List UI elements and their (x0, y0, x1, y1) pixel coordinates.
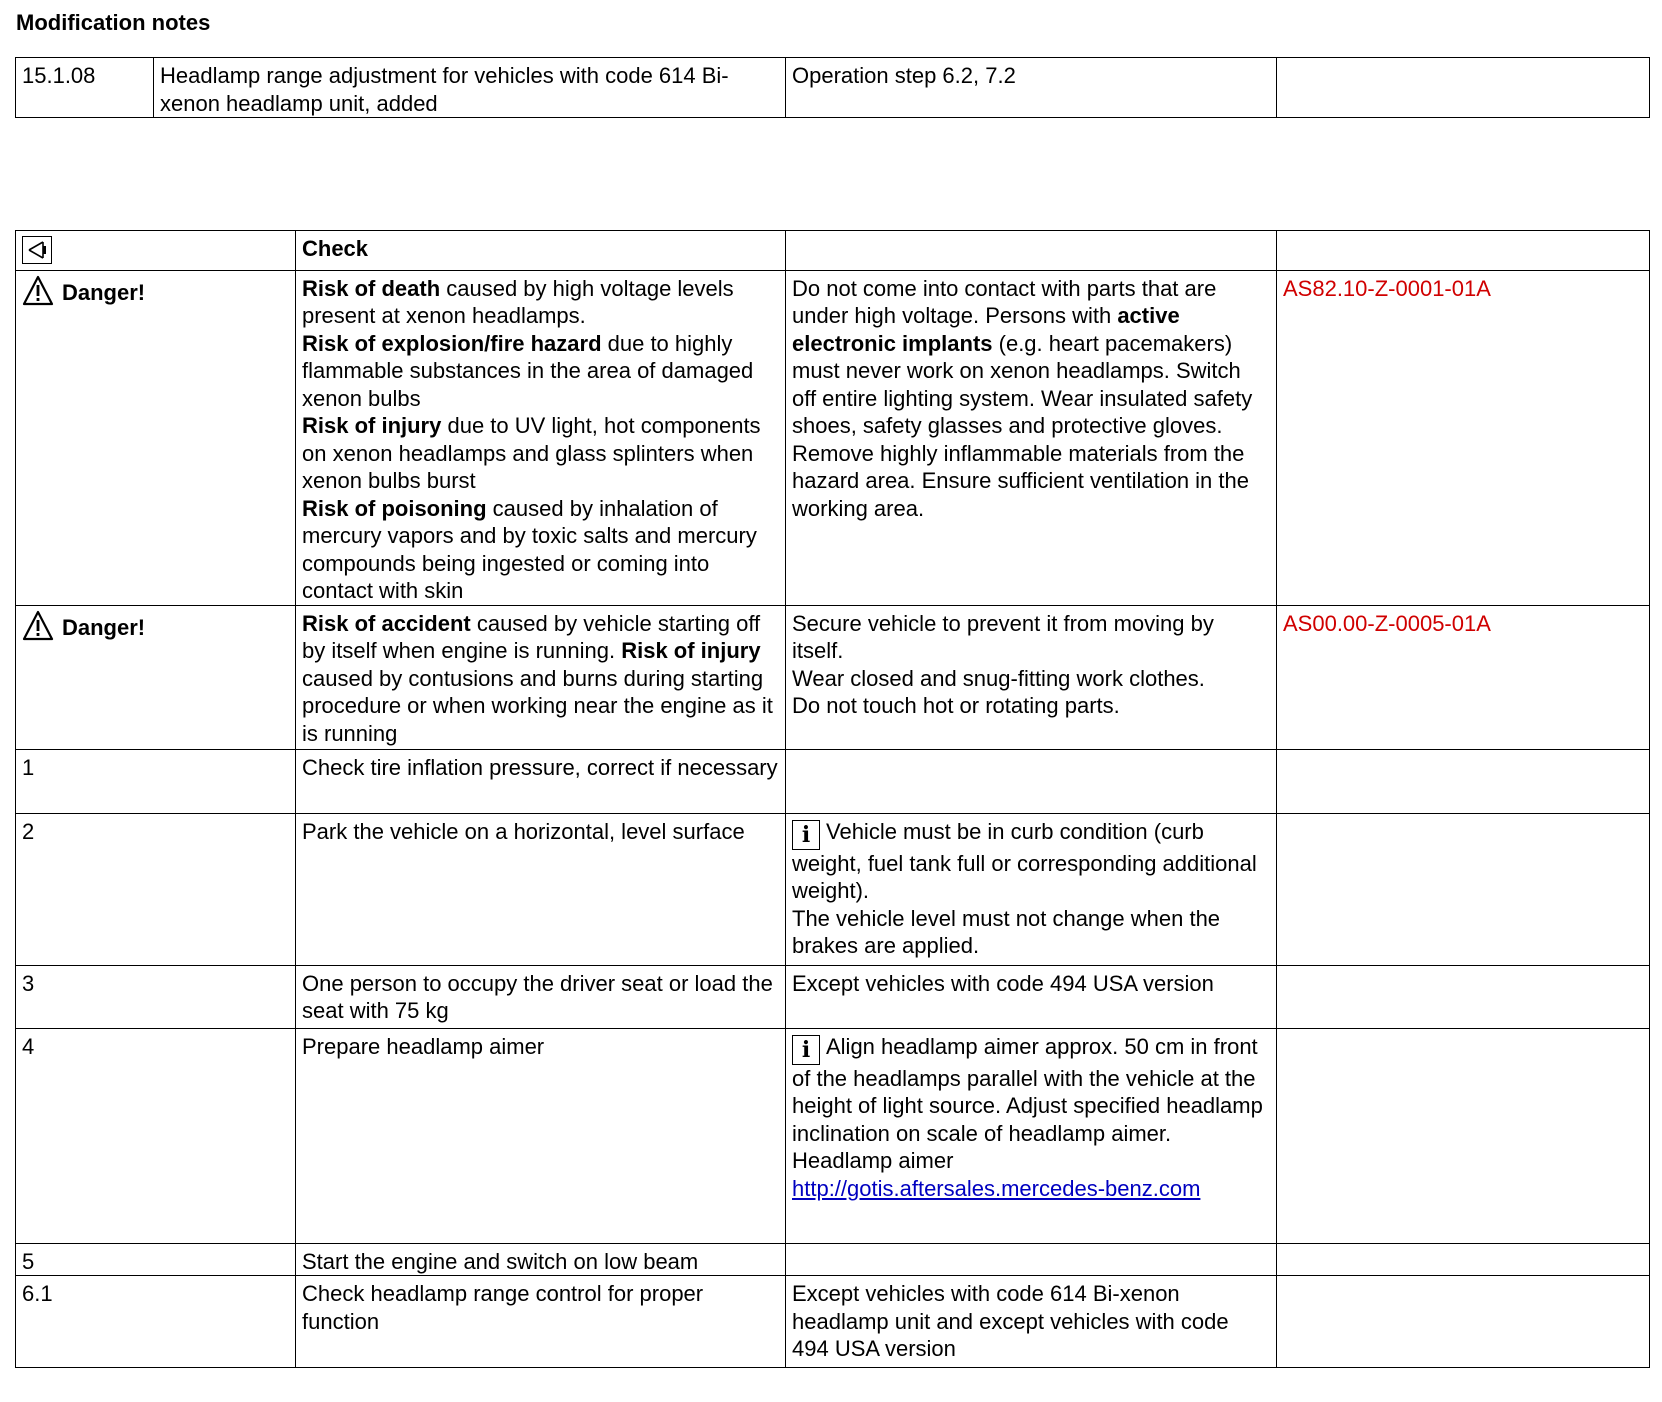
step-number: 1 (16, 749, 296, 813)
modification-step: Operation step 6.2, 7.2 (786, 58, 1277, 118)
table-row (16, 1028, 1650, 1243)
modification-row (16, 58, 1650, 118)
table-row (16, 813, 1650, 965)
step-note: Except vehicles with code 614 Bi-xenon headlamp unit and except vehicles with code 494 USA version (786, 1276, 1277, 1368)
modification-extra (1277, 58, 1650, 118)
safety-measures: Secure vehicle to prevent it from moving by itself. Wear closed and snug-fitting work clothes. Do not touch hot or rotating parts. (786, 605, 1277, 749)
table-row (16, 1276, 1650, 1368)
risk-description: Risk of death caused by high voltage levels present at xenon headlamps. Risk of explosion/fire hazard due to highly flammable substances in the area of damaged xenon bulbs Risk of injury due to UV light, hot components on xenon headlamps and glass splinters when xenon bulbs burst Risk of poisoning caused by inhalation of mercury vapors and by toxic salts and mercury compounds being ingested or coming into contact with skin (296, 270, 786, 605)
warning-triangle-icon (22, 275, 54, 307)
step-note: Except vehicles with code 494 USA version (786, 965, 1277, 1028)
modification-date: 15.1.08 (16, 58, 154, 118)
procedure-table (15, 230, 1650, 1368)
check-headlamp-icon (22, 236, 52, 264)
table-row (16, 965, 1650, 1028)
step-note: i Align headlamp aimer approx. 50 cm in front of the headlamps parallel with the vehicle at the height of light source. Adjust specified headlamp inclination on scale of headlamp aimer. Headlamp aimer http://gotis.aftersales.mercedes-benz.com (786, 1028, 1277, 1243)
step-number: 3 (16, 965, 296, 1028)
info-icon: i (792, 820, 820, 850)
danger-row (16, 605, 1650, 749)
step-number: 4 (16, 1028, 296, 1243)
table-row (16, 1243, 1650, 1276)
step-note: i Vehicle must be in curb condition (curb weight, fuel tank full or corresponding additional weight). The vehicle level must not change when the brakes are applied. (786, 813, 1277, 965)
info-icon: i (792, 1035, 820, 1065)
step-number: 5 (16, 1243, 296, 1276)
step-action: Check headlamp range control for proper function (296, 1276, 786, 1368)
danger-row (16, 270, 1650, 605)
reference-link[interactable]: AS82.10-Z-0001-01A (1277, 270, 1650, 605)
page-title: Modification notes (16, 10, 211, 35)
step-action: Park the vehicle on a horizontal, level surface (296, 813, 786, 965)
reference-link[interactable]: AS00.00-Z-0005-01A (1277, 605, 1650, 749)
step-action: Start the engine and switch on low beam (296, 1243, 786, 1276)
step-action: Check tire inflation pressure, correct if necessary (296, 749, 786, 813)
check-header: Check (296, 231, 786, 271)
modification-table (15, 57, 1650, 118)
modification-description: Headlamp range adjustment for vehicles with code 614 Bi-xenon headlamp unit, added (154, 58, 786, 118)
warning-triangle-icon (22, 610, 54, 642)
safety-measures: Do not come into contact with parts that are under high voltage. Persons with active electronic implants (e.g. heart pacemakers) must never work on xenon headlamps. Switch off entire lighting system. Wear insulated safety shoes, safety glasses and protective gloves. Remove highly inflammable materials from the hazard area. Ensure sufficient ventilation in the working area. (786, 270, 1277, 605)
step-note (786, 749, 1277, 813)
step-number: 6.1 (16, 1276, 296, 1368)
risk-description: Risk of accident caused by vehicle starting off by itself when engine is running. Risk of injury caused by contusions and burns during starting procedure or when working near the engine as it is running (296, 605, 786, 749)
headlamp-aimer-link[interactable]: http://gotis.aftersales.mercedes-benz.com (792, 1175, 1201, 1201)
danger-label: Danger! (62, 614, 146, 640)
step-number: 2 (16, 813, 296, 965)
check-header-row (16, 231, 1650, 271)
danger-label: Danger! (62, 279, 146, 305)
step-action: One person to occupy the driver seat or load the seat with 75 kg (296, 965, 786, 1028)
step-action: Prepare headlamp aimer (296, 1028, 786, 1243)
table-row (16, 749, 1650, 813)
step-note (786, 1243, 1277, 1276)
